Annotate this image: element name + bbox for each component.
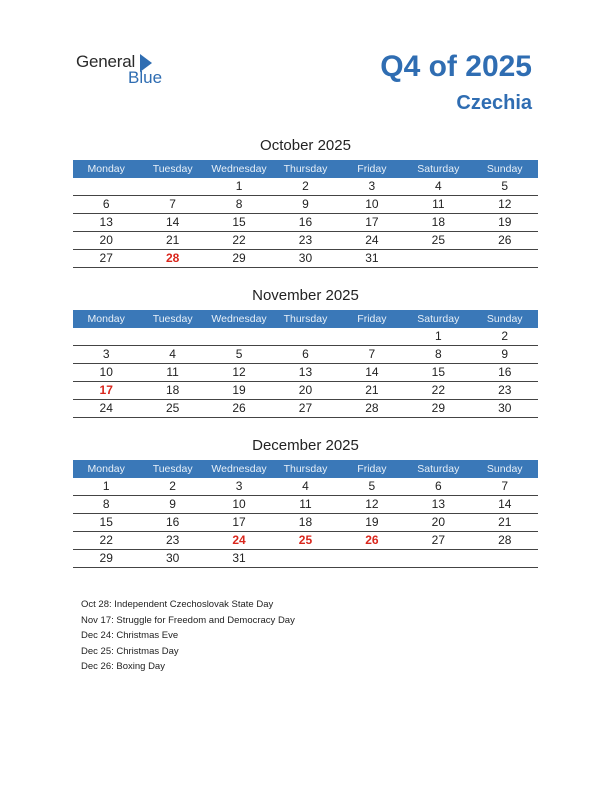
day-cell: 2	[302, 179, 309, 193]
day-cell: 29	[232, 251, 246, 265]
week-row	[73, 364, 538, 382]
day-cell: 21	[165, 233, 180, 247]
day-cell: 23	[298, 233, 313, 247]
weekday-label: Friday	[357, 463, 387, 475]
page-title: Q4 of 2025	[380, 50, 532, 83]
week-row	[73, 478, 538, 496]
day-cell: 27	[298, 401, 313, 415]
day-cell	[405, 550, 471, 567]
day-cell: 21	[365, 383, 379, 397]
day-cell	[272, 328, 338, 345]
day-cell	[405, 250, 471, 267]
day-cell: 25	[298, 533, 313, 547]
weekday-header	[73, 310, 538, 328]
day-cell: 11	[166, 365, 179, 379]
day-cell: 28	[165, 251, 180, 265]
month-title: October 2025	[260, 137, 351, 154]
day-cell: 23	[165, 533, 180, 547]
day-cell: 17	[99, 383, 113, 397]
weekday-label: Monday	[87, 313, 125, 325]
brand-logo	[76, 52, 176, 92]
weekday-label: Friday	[357, 313, 387, 325]
day-cell: 9	[169, 497, 176, 511]
day-cell: 11	[432, 197, 445, 211]
day-cell: 25	[431, 233, 445, 247]
day-cell: 23	[498, 383, 512, 397]
weekday-label: Saturday	[417, 463, 460, 475]
month-title: November 2025	[252, 287, 359, 304]
day-cell: 24	[365, 233, 379, 247]
weekday-label: Sunday	[486, 313, 523, 325]
weekday-label: Wednesday	[211, 313, 267, 325]
week-row	[73, 346, 538, 364]
day-cell: 28	[498, 533, 512, 547]
day-cell: 18	[431, 215, 445, 229]
day-cell: 20	[99, 233, 113, 247]
day-cell: 13	[298, 365, 313, 379]
day-cell: 17	[365, 215, 379, 229]
day-cell: 19	[498, 215, 512, 229]
month-title: December 2025	[252, 437, 359, 454]
day-cell: 29	[99, 551, 113, 565]
day-cell: 14	[498, 497, 512, 511]
day-cell: 10	[232, 497, 246, 511]
day-cell: 7	[169, 197, 176, 211]
weekday-label: Sunday	[486, 463, 523, 475]
day-cell: 11	[299, 497, 312, 511]
weekday-label: Friday	[357, 163, 387, 175]
day-cell: 26	[232, 401, 246, 415]
day-cell: 7	[501, 479, 509, 493]
week-row	[73, 496, 538, 514]
weekday-label: Thursday	[283, 313, 328, 325]
week-row	[73, 232, 538, 250]
week-row	[73, 250, 538, 268]
day-cell: 30	[498, 401, 512, 415]
weekday-label: Thursday	[283, 463, 328, 475]
week-row	[73, 214, 538, 232]
day-cell: 15	[232, 215, 246, 229]
day-cell: 24	[99, 401, 113, 415]
day-cell	[73, 178, 139, 195]
day-cell: 29	[431, 401, 445, 415]
day-cell: 27	[431, 533, 445, 547]
day-cell: 5	[368, 479, 376, 493]
day-cell: 31	[365, 251, 379, 265]
day-cell: 9	[302, 197, 309, 211]
week-row	[73, 382, 538, 400]
day-cell: 22	[99, 533, 113, 547]
day-cell: 30	[298, 251, 313, 265]
month-november	[73, 286, 538, 418]
weekday-header	[73, 160, 538, 178]
day-cell: 8	[434, 347, 442, 361]
holiday-list	[81, 597, 295, 675]
day-cell: 5	[501, 179, 509, 193]
day-cell: 22	[431, 383, 445, 397]
day-cell: 13	[431, 497, 445, 511]
day-cell	[206, 328, 272, 345]
day-cell: 1	[235, 179, 243, 193]
day-cell: 4	[169, 347, 176, 361]
day-cell: 7	[368, 347, 376, 361]
day-cell: 1	[434, 329, 442, 343]
day-cell: 16	[298, 215, 313, 229]
day-cell: 6	[302, 347, 309, 361]
week-row	[73, 514, 538, 532]
holiday-item: Oct 28: Independent Czechoslovak State Day	[81, 599, 274, 610]
logo-general-text: General	[76, 52, 136, 71]
week-row	[73, 328, 538, 346]
day-cell: 2	[169, 479, 176, 493]
day-cell	[472, 250, 538, 267]
day-cell: 10	[99, 365, 113, 379]
day-cell: 3	[102, 347, 110, 361]
weekday-label: Saturday	[417, 163, 460, 175]
day-cell: 18	[298, 515, 313, 529]
day-cell: 12	[365, 497, 379, 511]
week-row	[73, 550, 538, 568]
week-row	[73, 178, 538, 196]
day-cell: 6	[102, 197, 110, 211]
holiday-item: Dec 26: Boxing Day	[81, 661, 165, 672]
day-cell: 8	[235, 197, 243, 211]
day-cell: 26	[365, 533, 379, 547]
week-row	[73, 400, 538, 418]
day-cell: 8	[102, 497, 110, 511]
logo-blue-text: Blue	[128, 68, 163, 87]
weekday-label: Monday	[87, 463, 125, 475]
day-cell	[73, 328, 139, 345]
holiday-item: Nov 17: Struggle for Freedom and Democracy Day	[81, 614, 295, 626]
day-cell: 4	[434, 179, 442, 193]
weekday-label: Tuesday	[152, 163, 193, 175]
day-cell: 19	[365, 515, 379, 529]
day-cell: 22	[232, 233, 246, 247]
day-cell: 6	[434, 479, 442, 493]
day-cell: 12	[498, 197, 512, 211]
day-cell: 1	[102, 479, 110, 493]
day-cell: 5	[235, 347, 243, 361]
day-cell: 17	[232, 515, 246, 529]
day-cell: 9	[501, 347, 509, 361]
weekday-label: Tuesday	[152, 463, 193, 475]
day-cell: 15	[431, 365, 445, 379]
day-cell: 16	[498, 365, 512, 379]
holiday-item: Dec 24: Christmas Eve	[81, 630, 179, 641]
day-cell	[139, 178, 205, 195]
weekday-label: Saturday	[417, 313, 460, 325]
day-cell	[139, 328, 205, 345]
weekday-label: Wednesday	[211, 463, 267, 475]
day-cell: 31	[232, 551, 246, 565]
day-cell: 3	[235, 479, 243, 493]
weekday-label: Monday	[87, 163, 125, 175]
weekday-label: Wednesday	[211, 163, 267, 175]
day-cell	[272, 550, 338, 567]
day-cell: 24	[232, 533, 246, 547]
day-cell	[472, 550, 538, 567]
day-cell: 19	[232, 383, 246, 397]
day-cell: 14	[165, 215, 180, 229]
day-cell: 20	[431, 515, 445, 529]
weekday-label: Sunday	[486, 163, 523, 175]
week-row	[73, 532, 538, 550]
holiday-item: Dec 25: Christmas Day	[81, 645, 179, 657]
day-cell: 10	[365, 197, 379, 211]
day-cell: 2	[501, 329, 509, 343]
weekday-label: Tuesday	[152, 313, 193, 325]
day-cell: 30	[165, 551, 180, 565]
day-cell: 12	[232, 365, 246, 379]
weekday-label: Thursday	[283, 163, 328, 175]
day-cell: 21	[498, 515, 512, 529]
day-cell: 28	[365, 401, 379, 415]
week-row	[73, 196, 538, 214]
day-cell: 26	[498, 233, 512, 247]
day-cell: 16	[165, 515, 180, 529]
day-cell: 18	[165, 383, 180, 397]
day-cell: 3	[368, 179, 376, 193]
day-cell: 13	[99, 215, 113, 229]
day-cell: 27	[99, 251, 113, 265]
day-cell: 15	[99, 515, 113, 529]
day-cell: 4	[302, 479, 309, 493]
day-cell: 14	[365, 365, 379, 379]
day-cell: 25	[165, 401, 180, 415]
day-cell: 20	[298, 383, 313, 397]
weekday-header	[73, 460, 538, 478]
day-cell	[339, 550, 405, 567]
day-cell	[339, 328, 405, 345]
month-october	[73, 136, 538, 268]
country-name: Czechia	[456, 92, 532, 114]
month-december	[73, 436, 538, 568]
